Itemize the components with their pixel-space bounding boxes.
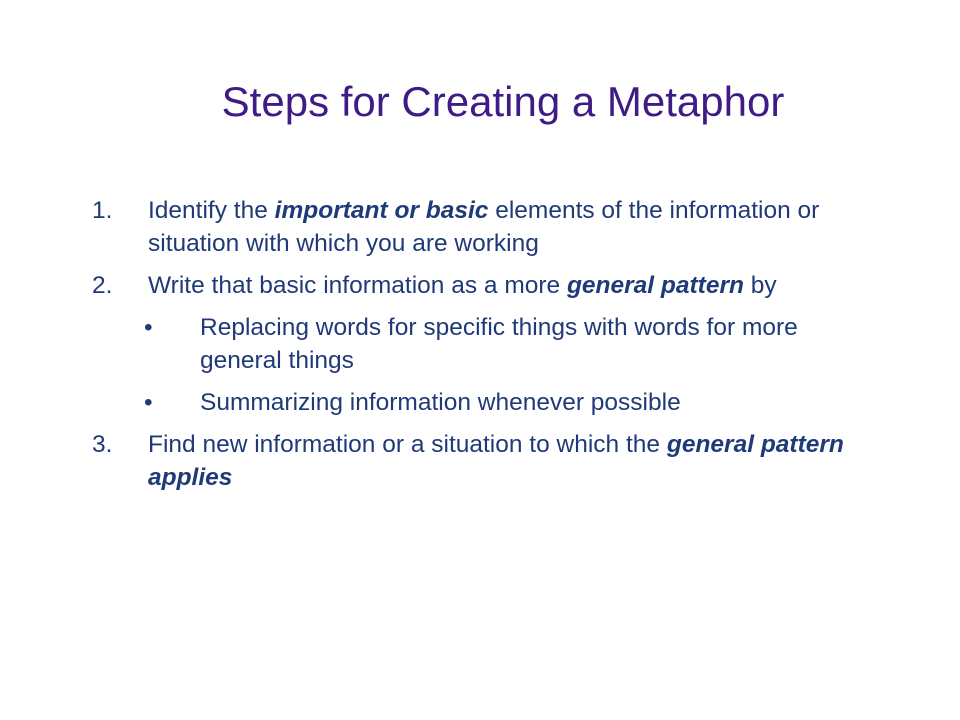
slide-title: Steps for Creating a Metaphor [221, 78, 785, 125]
step-item-1 [92, 194, 882, 260]
step-text [148, 431, 844, 491]
step-text-after: elements of the information or situation with which you are working [148, 197, 820, 257]
step-text [148, 272, 777, 299]
steps-list [92, 194, 882, 503]
step-emphasis: general pattern applies [148, 431, 844, 491]
step-text-before: Write that basic information as a more [148, 272, 567, 299]
step-text-before: Find new information or a situation to which the [148, 431, 667, 458]
step-item-3 [92, 428, 882, 494]
step-number: 3. [92, 431, 113, 458]
step-text-before: Identify the [148, 197, 275, 224]
step-number: 1. [92, 197, 113, 224]
sub-bullet-item-2 [92, 386, 882, 419]
step-emphasis: general pattern [566, 272, 744, 299]
sub-bullet-text: Replacing words for specific things with words for more general things [200, 314, 798, 374]
bullet-icon: • [144, 314, 153, 341]
step-item-2 [92, 269, 882, 302]
step-text-after: by [743, 272, 777, 299]
sub-bullet-text: Summarizing information whenever possible [200, 389, 681, 416]
bullet-icon: • [144, 389, 153, 416]
step-text [148, 197, 819, 257]
sub-bullet-item-1 [92, 311, 882, 377]
step-emphasis: important or basic [274, 197, 489, 224]
step-number: 2. [92, 272, 113, 299]
